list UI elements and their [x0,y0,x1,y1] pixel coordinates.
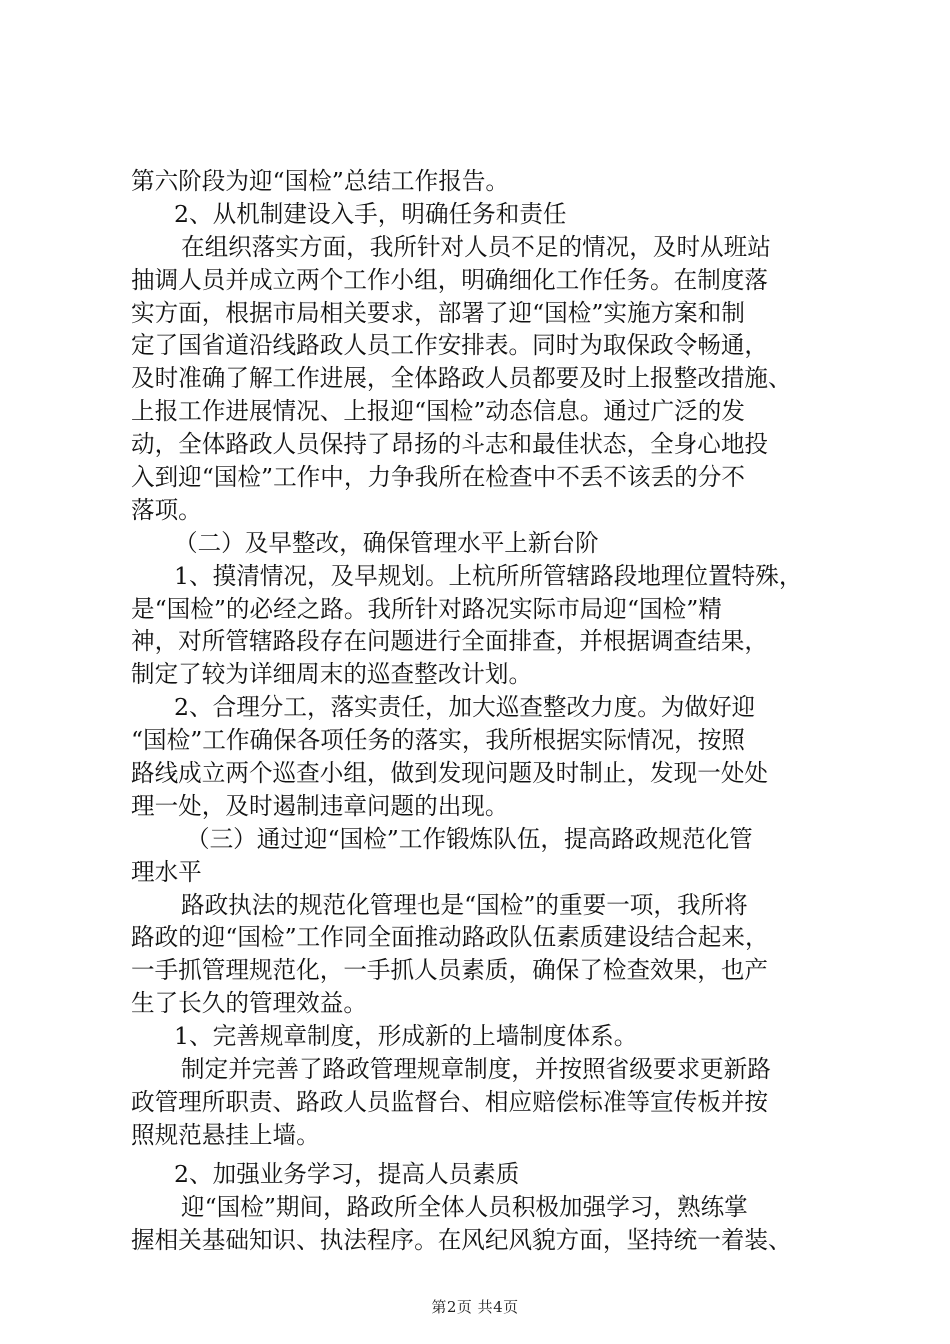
document-body [131,165,831,1256]
text-line: 一手抓管理规范化，一手抓人员素质，确保了检查效果，也产 [131,956,769,985]
section-heading: 2、加强业务学习，提高人员素质 [174,1159,520,1188]
section-heading: （三）通过迎“国检”工作锻炼队伍，提高路政规范化管 [186,824,753,853]
text-line: 迎“国检”期间，路政所全体人员积极加强学习，熟练掌 [181,1192,748,1221]
section-heading-continuation: 理水平 [131,857,202,886]
text-line: 制定了较为详细周末的巡查整改计划。 [131,660,533,689]
text-line: 1、摸清情况，及早规划。上杭所所管辖路段地理位置特殊， [174,561,803,590]
text-line: “国检”工作确保各项任务的落实，我所根据实际情况，按照 [131,726,745,755]
text-line: 照规范悬挂上墙。 [131,1120,320,1149]
text-line: 落项。 [131,495,202,524]
section-heading: 2、从机制建设入手，明确任务和责任 [174,199,567,228]
text-line: 2、合理分工，落实责任，加大巡查整改力度。为做好迎 [174,693,756,722]
text-line: 路政的迎“国检”工作同全面推动路政队伍素质建设结合起来， [131,923,769,952]
section-heading: （二）及早整改，确保管理水平上新台阶 [174,528,599,557]
text-line: 在组织落实方面，我所针对人员不足的情况，及时从班站 [181,232,771,261]
text-line: 动，全体路政人员保持了昂扬的斗志和最佳状态，全身心地投 [131,430,769,459]
text-line: 上报工作进展情况、上报迎“国检”动态信息。通过广泛的发 [131,397,745,426]
text-line: 是“国检”的必经之路。我所针对路况实际市局迎“国检”精 [131,594,722,623]
text-line: 握相关基础知识、执法程序。在风纪风貌方面，坚持统一着装、 [131,1225,792,1254]
text-line: 入到迎“国检”工作中，力争我所在检查中不丢不该丢的分不 [131,463,745,492]
text-line: 路线成立两个巡查小组，做到发现问题及时制止，发现一处处 [131,759,769,788]
text-line: 制定并完善了路政管理规章制度，并按照省级要求更新路 [181,1055,771,1084]
text-line: 理一处，及时遏制违章问题的出现。 [131,791,509,820]
text-line: 第六阶段为迎“国检”总结工作报告。 [131,167,510,195]
section-heading: 1、完善规章制度，形成新的上墙制度体系。 [174,1022,638,1051]
text-line: 生了长久的管理效益。 [131,989,367,1018]
text-line: 抽调人员并成立两个工作小组，明确细化工作任务。在制度落 [131,265,769,294]
text-line: 政管理所职责、路政人员监督台、相应赔偿标准等宣传板并按 [131,1087,769,1116]
text-line: 路政执法的规范化管理也是“国检”的重要一项，我所将 [181,890,748,919]
text-line: 及时准确了解工作进展，全体路政人员都要及时上报整改措施、 [131,364,792,393]
text-line: 神，对所管辖路段存在问题进行全面排查，并根据调查结果， [131,627,769,656]
text-line: 实方面，根据市局相关要求，部署了迎“国检”实施方案和制 [131,298,745,327]
text-line: 定了国省道沿线路政人员工作安排表。同时为取保政令畅通， [131,331,769,360]
page-number-footer: 第2页 共4页 [431,1298,519,1316]
